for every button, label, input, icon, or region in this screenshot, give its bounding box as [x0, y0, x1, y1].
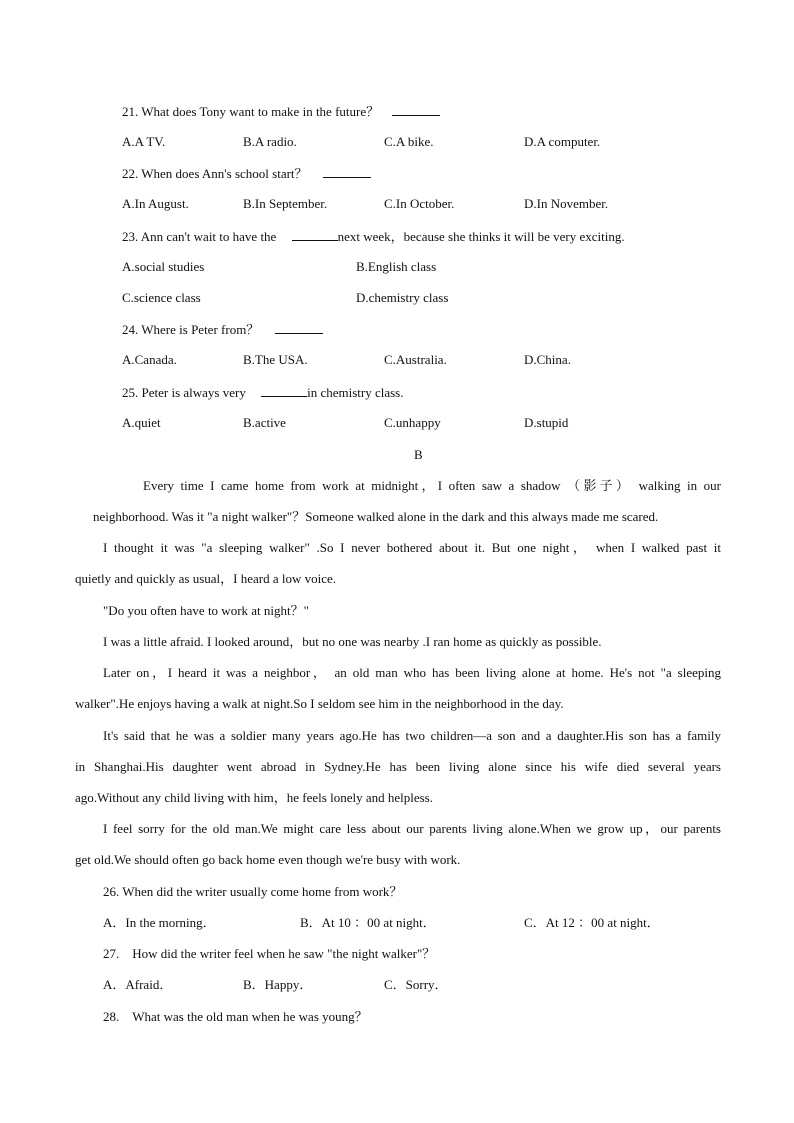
option-a: A.Canada. — [122, 352, 177, 367]
option-d: D.A computer. — [524, 134, 601, 149]
option-c: C．Sorry． — [384, 977, 448, 992]
option-c: C.In October. — [384, 196, 455, 211]
option-b: B.In September. — [243, 196, 328, 211]
passage-line: quietly and quickly as usual，I heard a low voice. — [75, 571, 337, 586]
option-b: B．Happy． — [243, 977, 313, 992]
option-d: D.stupid — [524, 415, 569, 430]
passage-line: It's said that he was a soldier many years ago.He has two children—a son and a daughter.His son has a family — [103, 728, 721, 743]
question-24-stem: 24. Where is Peter from？ — [122, 322, 260, 337]
passage-line: I was a little afraid. I looked around，but no one was nearby .I ran home as quickly as possible. — [103, 634, 602, 649]
question-22 — [122, 165, 371, 182]
question-24 — [122, 321, 323, 338]
option-a: A.A TV. — [122, 134, 166, 149]
answer-blank[interactable] — [392, 103, 440, 116]
answer-blank[interactable] — [261, 384, 307, 397]
passage-line: Every time I came home from work at midnight，I often saw a shadow （影子） walking in our — [143, 478, 721, 493]
answer-blank[interactable] — [275, 321, 323, 334]
option-a: A.quiet — [122, 415, 161, 430]
passage-line: Later on，I heard it was a neighbor， an old man who has been living alone at home. He's not "a sleeping — [103, 665, 721, 680]
option-c: C.unhappy — [384, 415, 441, 430]
question-26-stem: 26. When did the writer usually come home from work？ — [103, 884, 403, 899]
passage-line: in Shanghai.His daughter went abroad in Sydney.He has been living alone since his wife died several years — [75, 759, 721, 774]
option-a: A．Afraid． — [103, 977, 173, 992]
option-b: B.active — [243, 415, 286, 430]
option-d: D.chemistry class — [356, 290, 449, 305]
question-23-stem-after: next week，because she thinks it will be very exciting. — [337, 229, 625, 244]
passage-line: neighborhood. Was it "a night walker"？Someone walked alone in the dark and this always made me scared. — [93, 509, 659, 524]
question-25-stem-after: in chemistry class. — [307, 385, 404, 400]
question-23 — [122, 228, 625, 245]
option-d: D.In November. — [524, 196, 609, 211]
option-c: C．At 12 ：00 at night． — [524, 915, 660, 930]
option-c: C.science class — [122, 290, 201, 305]
passage-line: get old.We should often go back home even though we're busy with work. — [75, 852, 461, 867]
question-25-stem-before: 25. Peter is always very — [122, 385, 246, 400]
question-23-stem-before: 23. Ann can't wait to have the — [122, 229, 277, 244]
option-a: A.social studies — [122, 259, 205, 274]
passage-line: walker".He enjoys having a walk at night.So I seldom see him in the neighborhood in the day. — [75, 696, 564, 711]
question-21 — [122, 103, 440, 120]
passage-line: "Do you often have to work at night？" — [103, 603, 309, 618]
option-a: A．In the morning． — [103, 915, 216, 930]
passage-line: I thought it was "a sleeping walker" .So I never bothered about it. But one night， when I walked past it — [103, 540, 721, 555]
section-heading: B — [414, 447, 423, 462]
passage-line: ago.Without any child living with him，he feels lonely and helpless. — [75, 790, 433, 805]
question-25 — [122, 384, 404, 401]
question-22-stem: 22. When does Ann's school start？ — [122, 166, 308, 181]
option-c: C.Australia. — [384, 352, 447, 367]
option-c: C.A bike. — [384, 134, 434, 149]
answer-blank[interactable] — [292, 228, 338, 241]
option-b: B.A radio. — [243, 134, 297, 149]
option-d: D.China. — [524, 352, 571, 367]
question-21-stem: 21. What does Tony want to make in the future？ — [122, 104, 380, 119]
option-a: A.In August. — [122, 196, 189, 211]
answer-blank[interactable] — [323, 165, 371, 178]
question-27-stem: 27. How did the writer feel when he saw "the night walker"？ — [103, 946, 436, 961]
option-b: B.The USA. — [243, 352, 308, 367]
option-b: B．At 10 ：00 at night． — [300, 915, 436, 930]
question-28-stem: 28. What was the old man when he was young？ — [103, 1009, 368, 1024]
passage-line: I feel sorry for the old man.We might care less about our parents living alone.When we grow up，our parents — [103, 821, 721, 836]
option-b: B.English class — [356, 259, 437, 274]
